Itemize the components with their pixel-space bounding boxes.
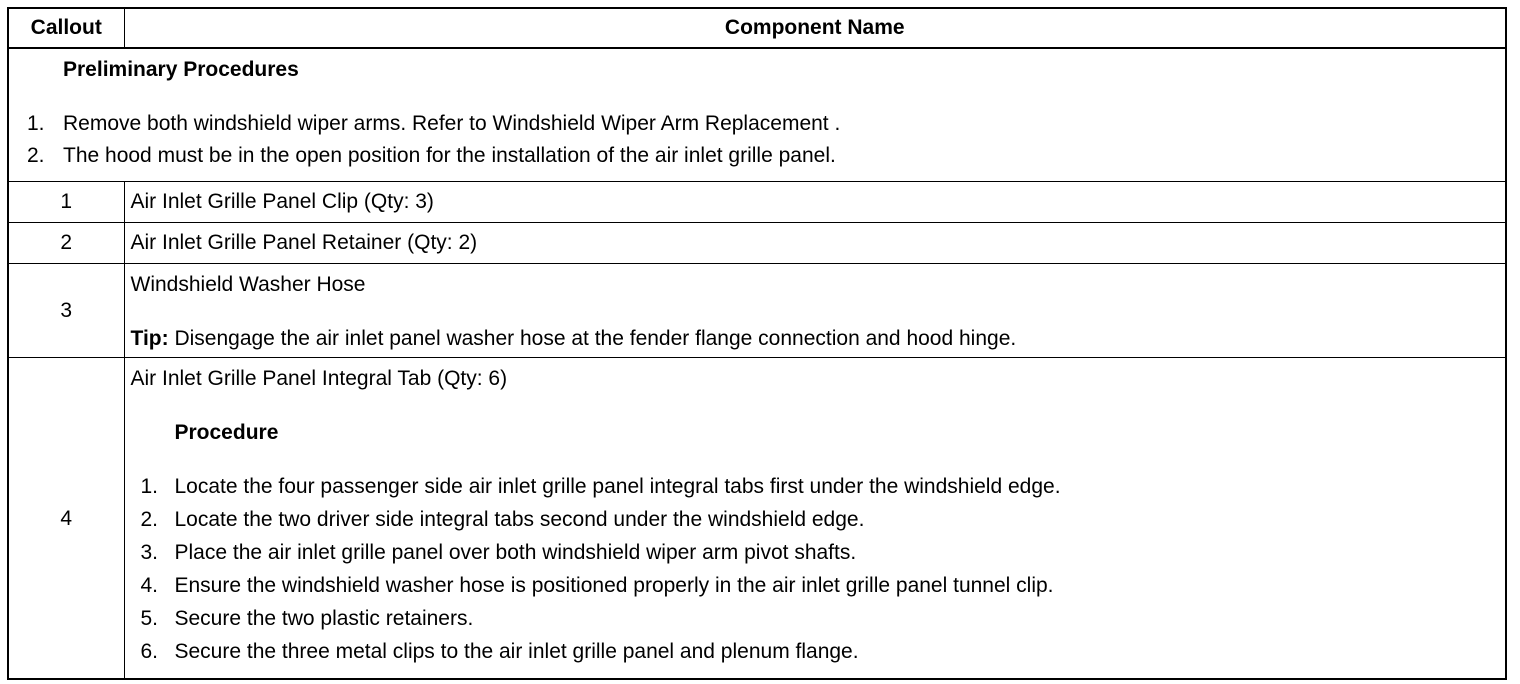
component-detail-cell	[124, 264, 1506, 358]
component-name: Windshield Washer Hose	[130, 273, 366, 296]
procedure-step	[131, 639, 1506, 672]
preliminary-step	[9, 143, 1505, 175]
component-table	[7, 7, 1507, 680]
procedure-step	[131, 474, 1506, 507]
procedure-heading: Procedure	[174, 421, 279, 445]
preliminary-procedures-cell	[8, 48, 1506, 182]
callout-number: 1	[8, 182, 124, 223]
callout-number: 2	[8, 223, 124, 264]
step-number: 1.	[27, 112, 45, 135]
step-number: 2.	[140, 508, 159, 532]
preliminary-step	[9, 111, 1505, 143]
procedure-steps-list	[131, 474, 1506, 672]
component-name: Air Inlet Grille Panel Integral Tab (Qty: 6)	[130, 367, 508, 391]
component-name: Air Inlet Grille Panel Clip (Qty: 3)	[124, 182, 1506, 223]
step-number: 4.	[140, 574, 159, 598]
procedure-step	[131, 573, 1506, 606]
table-row	[8, 223, 1506, 264]
table-row	[8, 358, 1506, 680]
table-header-row	[8, 8, 1506, 48]
step-text: Locate the four passenger side air inlet grille panel integral tabs first under the windshield edge.	[174, 475, 1061, 499]
component-name: Air Inlet Grille Panel Retainer (Qty: 2)	[124, 223, 1506, 264]
callout-column-header: Callout	[8, 8, 124, 48]
preliminary-steps-list	[9, 111, 1505, 175]
procedure-step	[131, 540, 1506, 573]
step-number: 5.	[140, 607, 159, 631]
callout-number: 3	[8, 264, 124, 358]
step-text: Ensure the windshield washer hose is positioned properly in the air inlet grille panel tunnel clip.	[174, 574, 1054, 598]
step-text: Locate the two driver side integral tabs second under the windshield edge.	[174, 508, 865, 532]
procedure-step	[131, 507, 1506, 540]
tip-label: Tip:	[130, 327, 169, 350]
step-number: 3.	[140, 541, 159, 565]
preliminary-procedures-row	[8, 48, 1506, 182]
step-number: 6.	[140, 640, 159, 664]
step-text: The hood must be in the open position for the installation of the air inlet grille panel.	[63, 144, 836, 167]
step-text: Remove both windshield wiper arms. Refer to Windshield Wiper Arm Replacement .	[63, 112, 841, 135]
component-detail-cell	[124, 358, 1506, 680]
tip-note	[131, 326, 1506, 351]
step-text: Secure the three metal clips to the air inlet grille panel and plenum flange.	[174, 640, 859, 664]
table-row	[8, 182, 1506, 223]
preliminary-procedures-heading: Preliminary Procedures	[63, 58, 299, 81]
component-name-column-header: Component Name	[124, 8, 1506, 48]
callout-number: 4	[8, 358, 124, 680]
step-text: Place the air inlet grille panel over both windshield wiper arm pivot shafts.	[174, 541, 857, 565]
procedure-step	[131, 606, 1506, 639]
tip-text: Disengage the air inlet panel washer hose at the fender flange connection and hood hinge.	[168, 327, 1017, 350]
table-row	[8, 264, 1506, 358]
step-text: Secure the two plastic retainers.	[174, 607, 474, 631]
step-number: 1.	[140, 475, 159, 499]
step-number: 2.	[27, 144, 45, 167]
